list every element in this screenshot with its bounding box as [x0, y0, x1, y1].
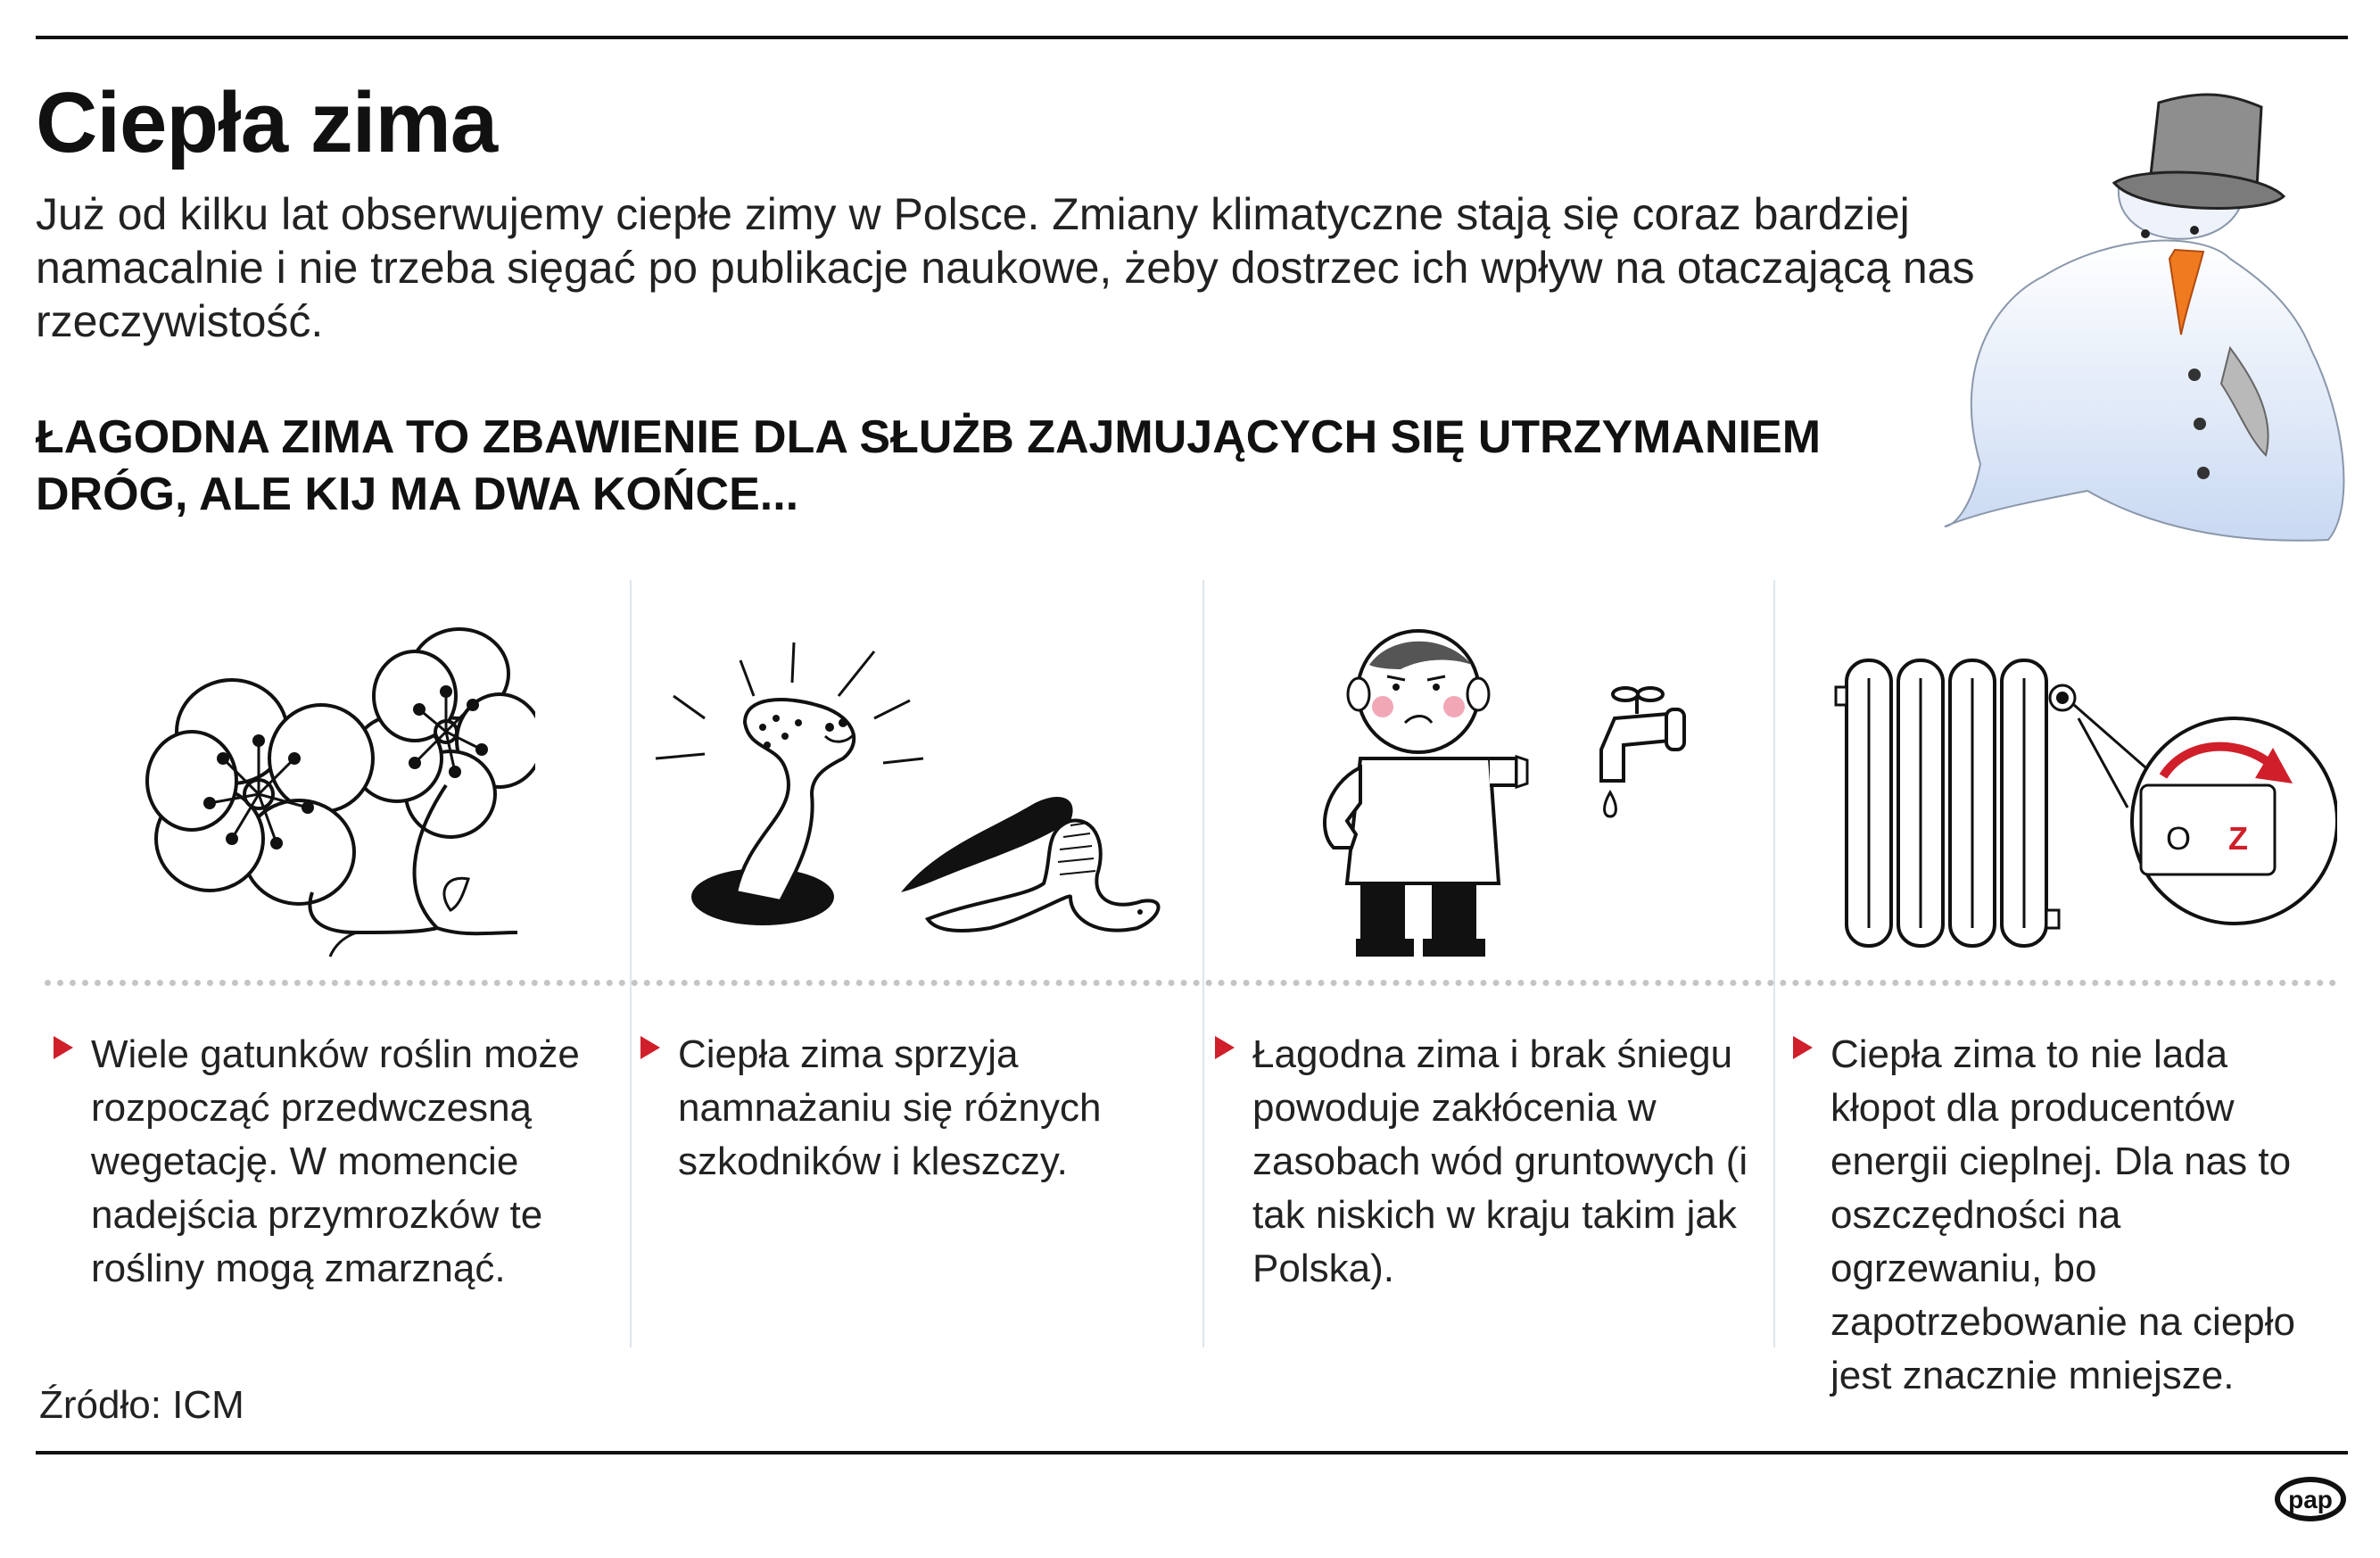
column-text-1	[54, 1028, 591, 1296]
column-text-2	[640, 1028, 1178, 1189]
top-rule	[36, 36, 2348, 39]
column-text-4	[1793, 1028, 2330, 1403]
bullet-icon	[54, 1036, 73, 1059]
column-separator	[1773, 580, 1775, 1347]
intro-paragraph: Już od kilku lat obserwujemy ciepłe zimy w Polsce. Zmiany klimatyczne stają się coraz bardziej namacalnie i nie trzeba sięgać po publikacje naukowe, żeby dostrzec ich wpływ na otaczającą nas rzeczywistość.	[36, 189, 1975, 346]
dotted-divider	[45, 980, 2337, 986]
column-text-3	[1215, 1028, 1752, 1296]
column-separator	[1202, 580, 1204, 1347]
bullet-icon	[1215, 1036, 1235, 1059]
bullet-icon	[640, 1036, 660, 1059]
column-text: Wiele gatunków roślin może rozpocząć przedwczesną wegetację. W momencie nadejścia przymrozków te rośliny mogą zmarznąć.	[91, 1032, 580, 1290]
bottom-rule	[36, 1451, 2348, 1454]
logo-text: pap	[2288, 1486, 2333, 1513]
thermostat-on-label: Z	[2228, 820, 2248, 857]
column-text: Ciepła zima sprzyja namnażaniu się różnych szkodników i kleszczy.	[678, 1032, 1102, 1183]
worm-icon	[651, 634, 1169, 946]
radiator-icon	[1829, 651, 2337, 964]
column-text: Łagodna zima i brak śniegu powoduje zakłócenia w zasobach wód gruntowych (i tak niskich w kraju takim jak Polska).	[1252, 1032, 1748, 1290]
thermostat-off-label: O	[2166, 820, 2192, 857]
flower-icon	[143, 625, 535, 964]
page-title: Ciepła zima	[36, 75, 498, 170]
bullet-icon	[1793, 1036, 1813, 1059]
boy-tap-icon	[1285, 625, 1748, 964]
headline: ŁAGODNA ZIMA TO ZBAWIENIE DLA SŁUŻB ZAJMUJĄCYCH SIĘ UTRZYMANIEM DRÓG, ALE KIJ MA DWA KOŃCE...	[36, 411, 1822, 520]
source-note: Źródło: ICM	[39, 1383, 244, 1427]
snowman-icon	[1936, 80, 2355, 562]
pap-logo	[2273, 1474, 2348, 1524]
column-separator	[630, 580, 632, 1347]
column-text: Ciepła zima to nie lada kłopot dla producentów energii cieplnej. Dla nas to oszczędności na ogrzewaniu, bo zapotrzebowanie na ciepło jest znacznie mniejsze.	[1830, 1032, 2296, 1397]
